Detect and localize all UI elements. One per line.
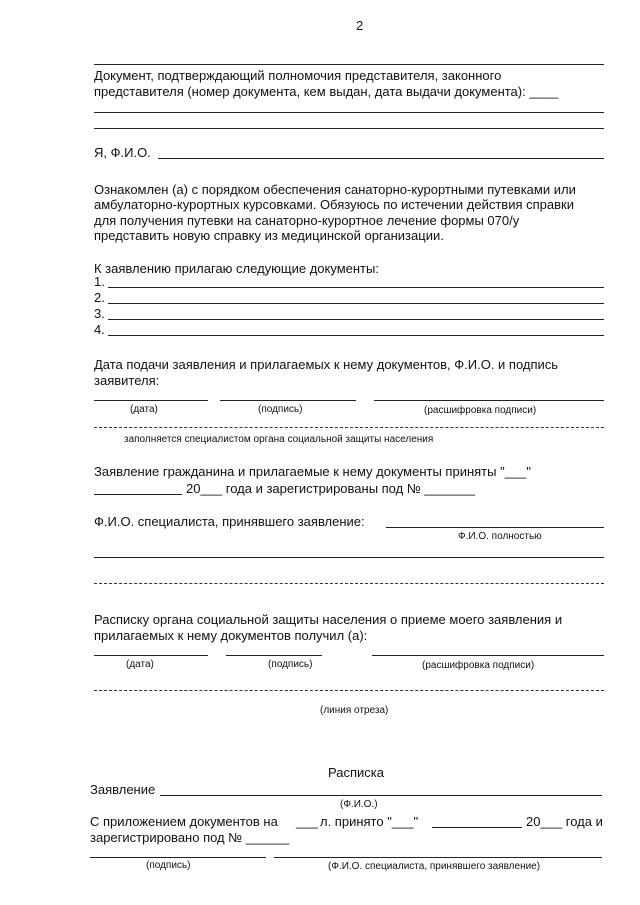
accepted-line2: 20___ года и зарегистрированы под № _______	[186, 481, 475, 496]
receipt-signature-line[interactable]	[90, 857, 266, 858]
receipt-attach-text: С приложением документов на	[90, 814, 278, 829]
accepted-date-blank[interactable]	[94, 494, 182, 495]
caption-date: (дата)	[126, 659, 154, 670]
acknowledgement-line1: Ознакомлен (а) с порядком обеспечения санаторно-курортными путевками или	[94, 182, 576, 197]
attachment-line[interactable]	[108, 319, 604, 320]
receipt-received-line2: прилагаемых к нему документов получил (а):	[94, 628, 368, 643]
receipt-specialist-line[interactable]	[274, 857, 602, 858]
representative-blank-line	[94, 128, 604, 129]
dashed-separator	[94, 427, 604, 428]
cut-line-caption: (линия отреза)	[320, 705, 389, 716]
acknowledgement-line3: для получения путевки на санаторно-курортное лечение формы 070/у	[94, 213, 520, 228]
top-blank-line	[94, 64, 604, 65]
receipt-registered-text: зарегистрировано под № ______	[90, 830, 290, 845]
attachments-heading: К заявлению прилагаю следующие документы:	[94, 261, 379, 276]
signature-line[interactable]	[220, 400, 356, 401]
acknowledgement-line2: амбулаторно-курортных курсовками. Обязуюсь по истечении действия справки	[94, 197, 574, 212]
representative-text-line2: представителя (номер документа, кем выдан, дата выдачи документа): ____	[94, 84, 559, 99]
date-signature-line[interactable]	[94, 400, 208, 401]
page-number: 2	[356, 18, 364, 33]
receipt-year-text: 20___ года и	[526, 814, 603, 829]
receipt-accepted-text: л. принято "___"	[320, 814, 419, 829]
receipt-received-line1: Расписку органа социальной защиты населения о приеме моего заявления и	[94, 612, 563, 627]
signature-line[interactable]	[226, 655, 322, 656]
caption-signature: (подпись)	[258, 404, 303, 415]
receipt-pages-blank: ___	[296, 814, 318, 829]
specialist-label: Ф.И.О. специалиста, принявшего заявление:	[94, 514, 365, 529]
receipt-title: Расписка	[328, 765, 384, 780]
submission-line1: Дата подачи заявления и прилагаемых к нему документов, Ф.И.О. и подпись	[94, 357, 559, 372]
attachment-line[interactable]	[108, 303, 604, 304]
date-line[interactable]	[94, 655, 208, 656]
caption-decoding: (расшифровка подписи)	[424, 405, 537, 416]
specialist-caption: Ф.И.О. полностью	[458, 531, 542, 542]
cut-dashed-line	[94, 690, 604, 691]
fio-label: Я, Ф.И.О.	[94, 145, 151, 160]
accepted-line1: Заявление гражданина и прилагаемые к нему документы приняты "___"	[94, 464, 532, 479]
attachment-number: 3.	[94, 306, 105, 321]
attachment-line[interactable]	[108, 335, 604, 336]
specialist-note: заполняется специалистом органа социальной защиты населения	[124, 434, 434, 445]
dashed-separator	[94, 583, 604, 584]
receipt-date-blank[interactable]	[432, 827, 522, 828]
caption-decoding: (расшифровка подписи)	[422, 660, 535, 671]
decoding-line[interactable]	[374, 400, 604, 401]
attachment-number: 1.	[94, 274, 105, 289]
attachment-number: 2.	[94, 290, 105, 305]
receipt-fio-line[interactable]	[160, 795, 602, 796]
specialist-name-line[interactable]	[386, 527, 604, 528]
receipt-caption-signature: (подпись)	[146, 860, 191, 871]
caption-date: (дата)	[130, 404, 158, 415]
representative-text-line1: Документ, подтверждающий полномочия представителя, законного	[94, 68, 502, 83]
representative-blank-line	[94, 112, 604, 113]
receipt-caption-specialist: (Ф.И.О. специалиста, принявшего заявление)	[328, 861, 541, 872]
receipt-fio-caption: (Ф.И.О.)	[340, 799, 378, 810]
specialist-blank-line[interactable]	[94, 557, 604, 558]
attachment-line[interactable]	[108, 287, 604, 288]
decoding-line[interactable]	[372, 655, 604, 656]
acknowledgement-line4: представить новую справку из медицинской организации.	[94, 228, 444, 243]
receipt-statement-label: Заявление	[90, 782, 156, 797]
attachment-number: 4.	[94, 322, 105, 337]
submission-line2: заявителя:	[94, 373, 160, 388]
caption-signature: (подпись)	[268, 659, 313, 670]
fio-input-line[interactable]	[158, 158, 604, 159]
